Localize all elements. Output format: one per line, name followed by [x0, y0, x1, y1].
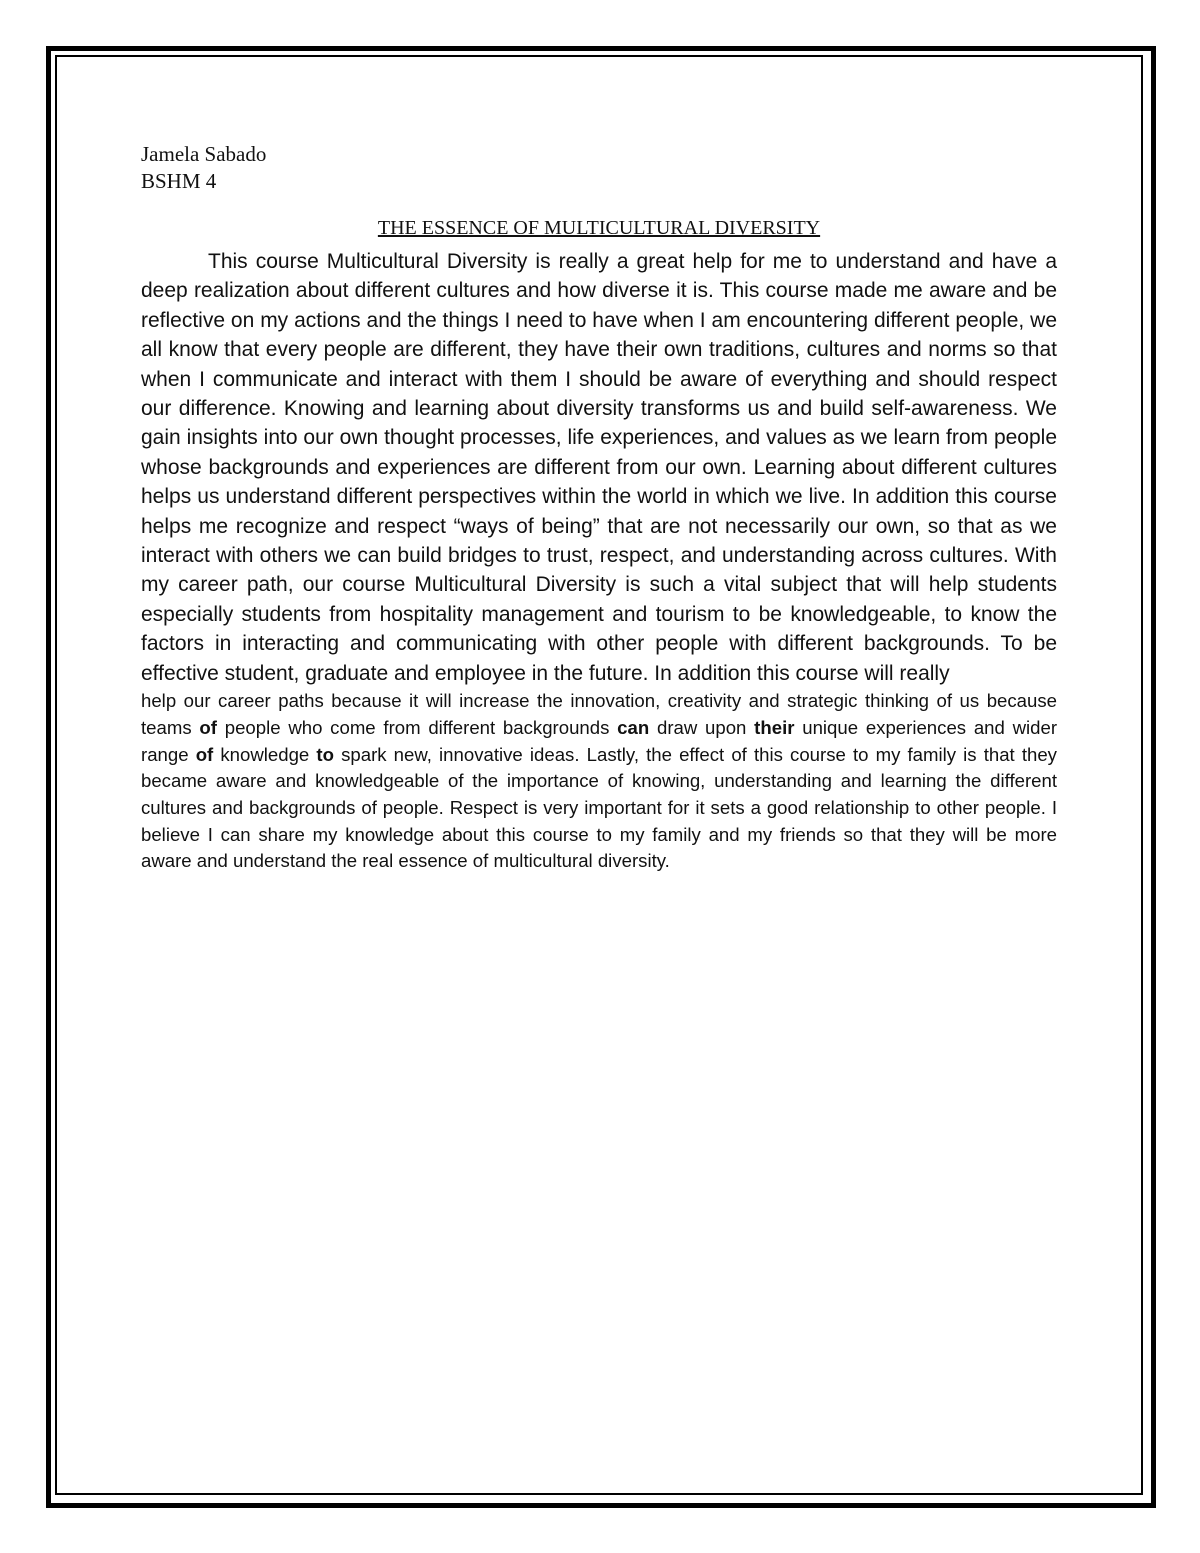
bold-word-1: of — [199, 716, 217, 738]
document-content — [141, 141, 1057, 875]
body-text-part1: This course Multicultural Diversity is really a great help for me to understand and have a deep realization about different cultures and how diverse it is. This course made me aware and be reflective on my actions and the things I need to have when I am encountering different people, we all know that every people are different, they have their own traditions, cultures and norms so that when I communicate and interact with them I should be aware of everything and should respect our difference. Knowing and learning about diversity transforms us and build self-awareness. We gain insights into our own thought processes, life experiences, and values as we learn from people whose backgrounds and experiences are different from our own. Learning about different cultures helps us understand different perspectives within the world in which we live. In addition this course helps me recognize and respect “ways of being” that are not necessarily our own, so that as we interact with others we can build bridges to trust, respect, and understanding across cultures. With my career path, our course Multicultural Diversity is such a vital subject that will help students especially students from hospitality management and tourism to be knowledgeable, to know the factors in interacting and communicating with other people with different backgrounds. To be effective student, graduate and employee in the future. In addition this course will really — [141, 250, 1057, 685]
body-paragraph-part2 — [141, 688, 1057, 875]
document-title: THE ESSENCE OF MULTICULTURAL DIVERSITY — [377, 217, 821, 239]
body-text-part2b: people who come from different backgrounds — [224, 716, 610, 738]
body-text-part2a: help our career paths because it will increase the innovation, creativity and strategic thinking of us because teams — [141, 690, 1057, 738]
body-paragraph-part1 — [141, 247, 1057, 688]
bold-word-4: of — [195, 743, 214, 765]
bold-word-3: their — [754, 716, 795, 738]
body-text-part2c: draw upon — [656, 716, 747, 738]
body-text-part2f: spark new, innovative ideas. Lastly, the effect of this course to my family is that they became aware and knowledgeable of the importance of knowing, understanding and learning the different cultures and backgrounds of people. Respect is very important for it sets a good relationship to other people. I believe I can share my knowledge about this course to my family and my friends so that they will be more aware and understand the real essence of multicultural diversity. — [141, 743, 1057, 872]
author-course: BSHM 4 — [141, 169, 217, 193]
bold-word-2: can — [617, 716, 650, 738]
body-text-part2d: unique experiences and wider range — [141, 716, 1058, 765]
bold-word-5: to — [316, 743, 334, 765]
author-name: Jamela Sabado — [141, 142, 267, 166]
body-text-part2e: knowledge — [220, 743, 310, 765]
